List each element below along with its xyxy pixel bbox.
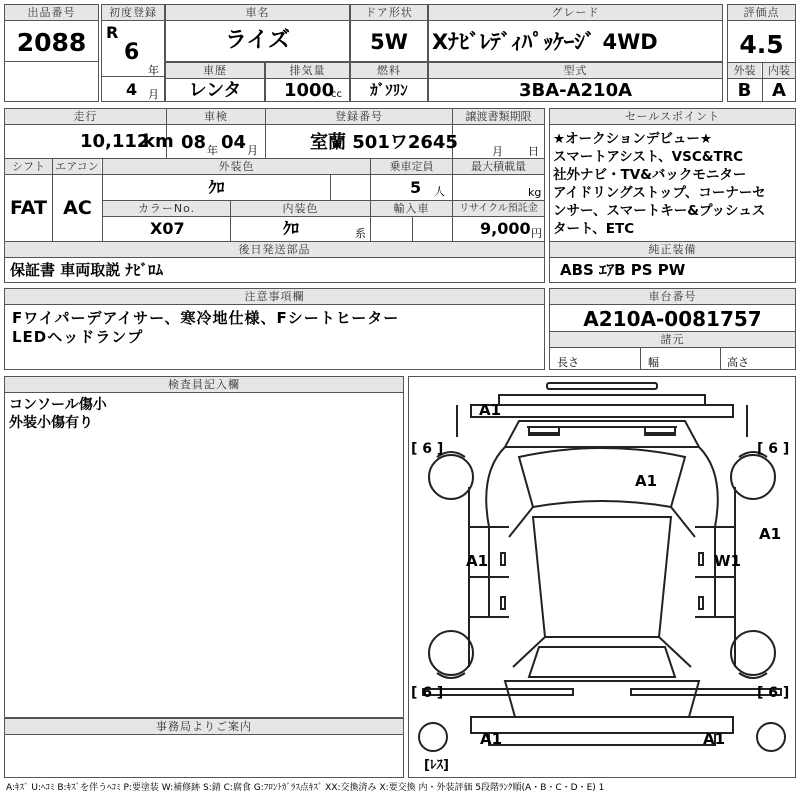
mark-rear-left: A1	[480, 730, 503, 748]
history-label: 車歴	[166, 63, 264, 78]
selling-point-line: スマートアシスト、VSC&TRC	[553, 149, 744, 165]
recycle: 9,000	[480, 219, 531, 238]
later-parts-label: 後日発送部品	[5, 242, 544, 257]
insp-year: 08	[181, 132, 207, 153]
selling-points-label: セールスポイント	[550, 109, 795, 124]
mileage-unit: km	[143, 131, 174, 152]
ac-label: エアコン	[53, 159, 101, 174]
door-label: ドア形状	[351, 5, 427, 20]
exterior-grade: B	[737, 80, 752, 101]
note-line: LEDヘッドランプ	[12, 328, 144, 346]
deadline-label: 譲渡書類期限	[453, 109, 544, 124]
selling-point-line: タート、ETC	[553, 221, 635, 237]
tire-front-left: [ 6 ]	[411, 441, 444, 457]
int-color-unit: 系	[355, 227, 366, 240]
inspector-line: 外装小傷有り	[9, 415, 93, 431]
color-no: X07	[150, 219, 185, 238]
selling-point-line: 社外ナビ・TV&バックモニター	[553, 167, 747, 183]
displacement-label: 排気量	[266, 63, 349, 78]
lot-number: 2088	[16, 28, 87, 57]
tire-rear-right: [ 6 ]	[757, 685, 790, 701]
mark-right-side: W1	[714, 552, 741, 570]
car-name: ライズ	[224, 28, 291, 53]
inspection-label: 車検	[167, 109, 265, 124]
mark-front: A1	[479, 401, 502, 419]
reg-label: 登録番号	[266, 109, 452, 124]
import-label: 輸入車	[371, 201, 452, 216]
mileage: 10,112	[80, 131, 150, 152]
month: 4	[126, 80, 138, 99]
equipment-label: 純正装備	[550, 242, 795, 257]
inspector-text	[9, 396, 107, 432]
exterior-label: 外装	[728, 63, 761, 78]
int-color: ｸﾛ	[282, 219, 299, 238]
note-line: Fワイパーデアイサー、寒冷地仕様、Fシートヒーター	[12, 309, 400, 327]
score: 4.5	[739, 30, 784, 59]
fuel: ｶﾞｿﾘﾝ	[370, 81, 408, 99]
year-unit: 年	[148, 64, 159, 77]
int-color-label: 内装色	[231, 201, 370, 216]
damage-legend: A:ｷｽﾞ U:ﾍｺﾐ B:ｷｽﾞを伴うﾍｺﾐ P:要塗装 W:補修跡 S:錆 C:腐食 G:ﾌﾛﾝﾄｶﾞﾗｽ点ｷｽﾞ XX:交換済み X:要交換 内・外装評価 5段階ﾗﾝｸ順(A・B・C・D・E) 1	[6, 783, 605, 793]
width-label: 幅	[648, 356, 659, 369]
grade-label: グレード	[429, 5, 722, 20]
color-no-label: カラーNo.	[103, 201, 230, 216]
selling-point-line: ンサー、スマートキー&プッシュス	[553, 203, 766, 219]
ac: AC	[63, 197, 92, 219]
era: R	[106, 23, 119, 42]
dims-label: 諸元	[550, 332, 795, 347]
lot-label: 出品番号	[5, 5, 98, 20]
office-label: 事務局よりご案内	[5, 719, 403, 734]
insp-month-unit: 月	[247, 144, 258, 157]
mark-rear-right: A1	[703, 730, 726, 748]
recycle-label: リサイクル預託金	[453, 201, 544, 216]
history: レンタ	[188, 80, 242, 101]
car-outline	[409, 377, 795, 777]
interior-label: 内装	[763, 63, 795, 78]
tire-rear-left: [ 6 ]	[411, 685, 444, 701]
deadline-day-unit: 日	[528, 145, 539, 158]
mileage-label: 走行	[5, 109, 166, 124]
first-reg-label: 初度登録	[102, 5, 164, 20]
capacity-unit: 人	[434, 185, 445, 198]
chassis-number: A210A-0081757	[583, 307, 762, 331]
car-name-label: 車名	[166, 5, 349, 20]
shift: FAT	[10, 197, 47, 219]
score-label: 評価点	[728, 5, 795, 20]
equipment: ABS ｴｱB PS PW	[560, 261, 686, 279]
mark-roof: A1	[635, 472, 658, 490]
height-label: 高さ	[727, 356, 749, 369]
insp-month: 04	[221, 132, 247, 153]
later-parts: 保証書 車両取説 ﾅﾋﾞﾛﾑ	[10, 261, 163, 279]
inspector-line: コンソール傷小	[9, 397, 107, 413]
year: 6	[124, 40, 140, 65]
fuel-label: 燃料	[351, 63, 427, 78]
displacement: 1000	[284, 80, 335, 101]
model-label: 型式	[429, 63, 722, 78]
door: 5W	[370, 30, 408, 54]
selling-points-text	[553, 130, 795, 238]
grade: Xﾅﾋﾞﾚﾃﾞｨﾊﾟｯｹｰｼﾞ 4WD	[432, 30, 658, 54]
capacity-label: 乗車定員	[371, 159, 452, 174]
inspector-label: 検査員記入欄	[5, 377, 403, 392]
selling-point-line: ★オークションデビュー★	[553, 131, 712, 147]
model: 3BA-A210A	[518, 80, 633, 101]
reg-number: 室蘭 501ワ2645	[310, 132, 458, 153]
ext-color-label: 外装色	[103, 159, 370, 174]
selling-point-line: アイドリングストップ、コーナーセ	[553, 185, 766, 201]
spare-tire: [ﾚｽ]	[424, 758, 449, 773]
chassis-label: 車台番号	[550, 289, 795, 304]
notes-label: 注意事項欄	[5, 289, 544, 304]
interior-grade: A	[772, 80, 786, 101]
capacity: 5	[410, 178, 422, 197]
load-label: 最大積載量	[453, 159, 544, 174]
tire-front-right: [ 6 ]	[757, 441, 790, 457]
displacement-unit: cc	[331, 89, 342, 100]
month-unit: 月	[148, 88, 159, 101]
damage-diagram	[408, 376, 796, 778]
shift-label: シフト	[5, 159, 52, 174]
deadline-month-unit: 月	[492, 145, 503, 158]
ext-color: ｸﾛ	[208, 178, 225, 197]
recycle-unit: 円	[531, 227, 542, 240]
load-unit: kg	[528, 186, 542, 199]
mark-right-front-fender: A1	[759, 525, 782, 543]
length-label: 長さ	[557, 356, 579, 369]
notes-text	[12, 309, 399, 347]
mark-left-side: A1	[466, 552, 489, 570]
insp-year-unit: 年	[207, 144, 218, 157]
